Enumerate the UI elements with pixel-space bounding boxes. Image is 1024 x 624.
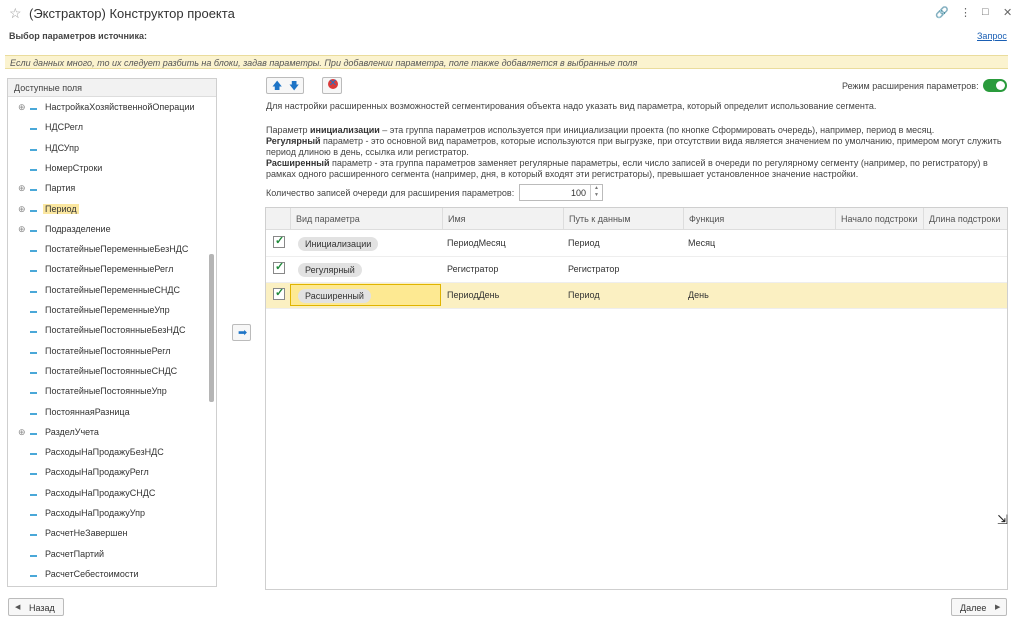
tree-item-label: РасходыНаПродажуУпр xyxy=(45,508,145,518)
tree-item[interactable] xyxy=(8,260,208,280)
tree-item-label: ПостатейныеПостоянныеБезНДС xyxy=(45,325,186,336)
tree-item[interactable] xyxy=(8,240,208,260)
col-kind-label: Вид параметра xyxy=(296,214,360,224)
row-name: Регистратор xyxy=(447,264,499,274)
row-path: Регистратор xyxy=(568,264,620,274)
field-icon xyxy=(30,372,37,374)
kind-pill[interactable]: Расширенный xyxy=(298,289,371,303)
favorite-star-icon[interactable]: ☆ xyxy=(9,5,22,21)
available-fields-header xyxy=(8,79,216,97)
tree-item[interactable] xyxy=(8,98,208,118)
description-init xyxy=(266,125,934,135)
field-icon xyxy=(30,453,37,455)
tree-item[interactable] xyxy=(8,423,208,443)
tree-item[interactable] xyxy=(8,159,208,179)
tree-item-label: РасчетНеЗавершен xyxy=(45,528,128,539)
delete-button[interactable] xyxy=(322,77,342,94)
field-icon xyxy=(30,311,37,313)
maximize-icon[interactable]: □ xyxy=(982,6,989,18)
desc-reg-bold: Регулярный xyxy=(266,136,321,146)
kind-pill[interactable]: Инициализации xyxy=(298,237,378,251)
tree-item[interactable] xyxy=(8,362,208,382)
table-row[interactable] xyxy=(266,231,1007,257)
tree-item-label: Подразделение xyxy=(45,223,111,234)
field-icon xyxy=(30,534,37,536)
field-icon xyxy=(30,413,37,415)
count-spinner[interactable]: ▲ ▼ xyxy=(590,185,602,200)
scrollbar[interactable] xyxy=(209,254,214,402)
tree-item-label: НастройкаХозяйственнойОперации xyxy=(45,102,195,112)
field-icon xyxy=(30,392,37,394)
parameters-table xyxy=(265,207,1008,590)
next-button[interactable] xyxy=(951,598,1007,616)
col-function[interactable] xyxy=(683,208,835,230)
desc-init-prefix: Параметр xyxy=(266,125,311,135)
extension-mode-label: Режим расширения параметров: xyxy=(842,81,979,91)
next-label: Далее xyxy=(960,603,987,613)
description-regular xyxy=(266,136,1002,146)
count-label: Количество записей очереди для расширения параметров: xyxy=(266,188,515,198)
title-bar xyxy=(0,0,1024,27)
field-icon xyxy=(30,494,37,496)
back-label: Назад xyxy=(29,603,55,613)
description-intro: Для настройки расширенных возможностей сегментирования объекта надо указать вид параметра, который определит использование сегмента. xyxy=(266,101,877,111)
delete-icon: ✕ xyxy=(328,78,338,89)
col-start-label: Начало подстроки xyxy=(841,214,918,224)
tree-item-label: РасходыНаПродажуСНДС xyxy=(45,487,156,498)
link-icon[interactable]: 🔗 xyxy=(935,7,949,19)
move-buttons-group xyxy=(266,77,304,94)
tree-item[interactable] xyxy=(8,382,208,402)
toggle-knob xyxy=(996,81,1005,90)
field-icon xyxy=(30,555,37,557)
count-value: 100 xyxy=(570,188,586,198)
check-icon: ✓ xyxy=(275,235,285,247)
page-subtitle: Выбор параметров источника: xyxy=(9,31,147,41)
field-icon xyxy=(30,189,37,191)
tree-item[interactable] xyxy=(8,463,208,483)
field-icon xyxy=(30,291,37,293)
table-row[interactable] xyxy=(266,257,1007,283)
expand-icon[interactable]: ⊕ xyxy=(18,426,26,437)
col-name-label: Имя xyxy=(448,214,466,224)
desc-init-bold: инициализации xyxy=(310,125,380,135)
tree-item-label: РасходыНаПродажуРегл xyxy=(45,467,149,478)
tree-item-label: НДСУпр xyxy=(45,142,79,153)
arrow-right-icon: ➡ xyxy=(238,327,248,339)
desc-ext-bold: Расширенный xyxy=(266,158,330,168)
tree-item[interactable] xyxy=(8,179,208,199)
desc-reg-rest: параметр - это основной вид параметров, которые используются при выгрузке, при отсутствии вида является значением по умолчанию, примером могут служить xyxy=(320,136,1002,146)
tree-item[interactable] xyxy=(8,565,208,585)
field-icon xyxy=(30,128,37,130)
arrow-left-icon: ◀ xyxy=(15,604,21,611)
hint-text: Если данных много, то их следует разбить на блоки, задав параметры. При добавлении параметра, поле также добавляется в выбранные поля xyxy=(10,58,638,68)
tree-item-label: ПостатейныеПостоянныеРегл xyxy=(45,345,171,356)
field-icon xyxy=(30,270,37,272)
tree-item[interactable] xyxy=(8,342,208,362)
check-icon: ✓ xyxy=(275,261,285,273)
close-icon[interactable]: ✕ xyxy=(1003,7,1013,19)
tree-item[interactable] xyxy=(8,139,208,159)
col-kind[interactable] xyxy=(290,208,447,230)
row-name: ПериодДень xyxy=(447,290,500,300)
tree-item[interactable] xyxy=(8,220,208,240)
field-icon xyxy=(30,210,37,212)
add-field-button[interactable] xyxy=(232,324,251,341)
tree-item[interactable] xyxy=(8,281,208,301)
desc-init-rest: – эта группа параметров используется при инициализации проекта (по кнопке Сформировать очередь), например, период в месяц. xyxy=(379,125,935,135)
col-length-label: Длина подстроки xyxy=(929,214,1001,224)
tree-item[interactable] xyxy=(8,403,208,423)
tree-item[interactable] xyxy=(8,200,208,220)
tree-item-label: ПостояннаяРазница xyxy=(45,406,130,417)
col-name[interactable] xyxy=(442,208,564,230)
tree-item-label: ПостатейныеПеременныеБезНДС xyxy=(45,244,189,255)
description-extended-2: рамках одного расширенного сегмента (например, дня, в который входят эти регистраторы), превышает установленное значение настройки. xyxy=(266,169,859,179)
col-substr-start[interactable] xyxy=(835,208,923,230)
field-icon xyxy=(30,575,37,577)
field-icon xyxy=(30,169,37,171)
tree-item[interactable] xyxy=(8,443,208,463)
expand-icon[interactable]: ⊕ xyxy=(18,203,26,214)
table-header xyxy=(266,208,1007,230)
row-function: День xyxy=(688,290,709,300)
field-icon xyxy=(30,514,37,516)
tree-item-label: РасчетПартий xyxy=(45,548,105,559)
row-checkbox[interactable] xyxy=(273,236,285,248)
hint-bar xyxy=(5,55,1008,69)
tree-item-label: Партия xyxy=(45,183,76,194)
row-path: Период xyxy=(568,290,600,300)
tree-item-label: РасчетСебестоимости xyxy=(45,568,139,579)
tree-item-label: РазделУчета xyxy=(45,426,99,437)
expand-icon[interactable]: ⊕ xyxy=(18,183,26,194)
tree-item[interactable] xyxy=(8,484,208,504)
tree-item-label: ПостатейныеПеременныеРегл xyxy=(45,264,174,275)
mouse-cursor-icon: ⇲ xyxy=(997,512,1008,527)
available-fields-title: Доступные поля xyxy=(14,83,83,93)
row-checkbox[interactable] xyxy=(273,262,285,274)
field-icon xyxy=(30,473,37,475)
col-function-label: Функция xyxy=(689,214,725,224)
field-icon xyxy=(30,352,37,354)
field-icon xyxy=(30,250,37,252)
tree-item[interactable] xyxy=(8,321,208,341)
tree-item[interactable] xyxy=(8,524,208,544)
field-icon xyxy=(30,230,37,232)
table-row-selected[interactable] xyxy=(266,283,1007,309)
move-down-button[interactable]: 🡇 xyxy=(289,81,300,92)
tree-item-label: ПостатейныеПеременныеУпр xyxy=(45,305,170,315)
move-up-button[interactable]: 🡅 xyxy=(272,81,283,92)
field-icon xyxy=(30,149,37,151)
tree-item[interactable] xyxy=(8,118,208,138)
tree-item[interactable] xyxy=(8,301,208,321)
col-substr-length[interactable] xyxy=(923,208,1007,230)
request-link[interactable]: Запрос xyxy=(977,31,1007,41)
row-function: Месяц xyxy=(688,238,716,248)
desc-ext-rest: параметр - эта группа параметров заменяет регулярные параметры, если число записей в очереди по регулярному сегменту (например, по регистратору) в xyxy=(329,158,988,168)
count-input[interactable] xyxy=(519,184,603,201)
col-path-label: Путь к данным xyxy=(569,214,631,224)
tree-item-label: РасходыНаПродажуБезНДС xyxy=(45,447,164,458)
field-icon xyxy=(30,108,37,110)
check-icon: ✓ xyxy=(275,287,285,299)
tree-item-label: ПостатейныеПостоянныеСНДС xyxy=(45,365,178,376)
tree-item[interactable] xyxy=(8,545,208,565)
row-name: ПериодМесяц xyxy=(447,238,506,248)
available-fields-panel xyxy=(7,78,217,587)
tree-item-label: НомерСтроки xyxy=(45,162,103,173)
tree-item-label: ПостатейныеПеременныеСНДС xyxy=(45,284,180,295)
kind-pill[interactable]: Регулярный xyxy=(298,263,362,277)
more-icon[interactable]: ⋮ xyxy=(960,7,971,19)
tree-item-label: ПостатейныеПостоянныеУпр xyxy=(45,386,167,397)
field-icon xyxy=(30,433,37,435)
arrow-right-small-icon: ▶ xyxy=(995,604,1001,611)
expand-icon[interactable]: ⊕ xyxy=(18,102,26,112)
field-icon xyxy=(30,331,37,333)
tree-item-label: Период xyxy=(45,203,77,214)
window-title: (Экстрактор) Конструктор проекта xyxy=(29,6,235,21)
description-extended xyxy=(266,158,988,168)
back-button[interactable] xyxy=(8,598,64,616)
expand-icon[interactable]: ⊕ xyxy=(18,223,26,234)
col-path[interactable] xyxy=(563,208,683,230)
extension-mode-toggle[interactable] xyxy=(983,79,1007,92)
description-regular-2: период длиною в день, ссылка или регистратор. xyxy=(266,147,469,157)
row-path: Период xyxy=(568,238,600,248)
row-checkbox[interactable] xyxy=(273,288,285,300)
tree-item[interactable] xyxy=(8,504,208,524)
tree-item-label: НДСРегл xyxy=(45,122,84,133)
